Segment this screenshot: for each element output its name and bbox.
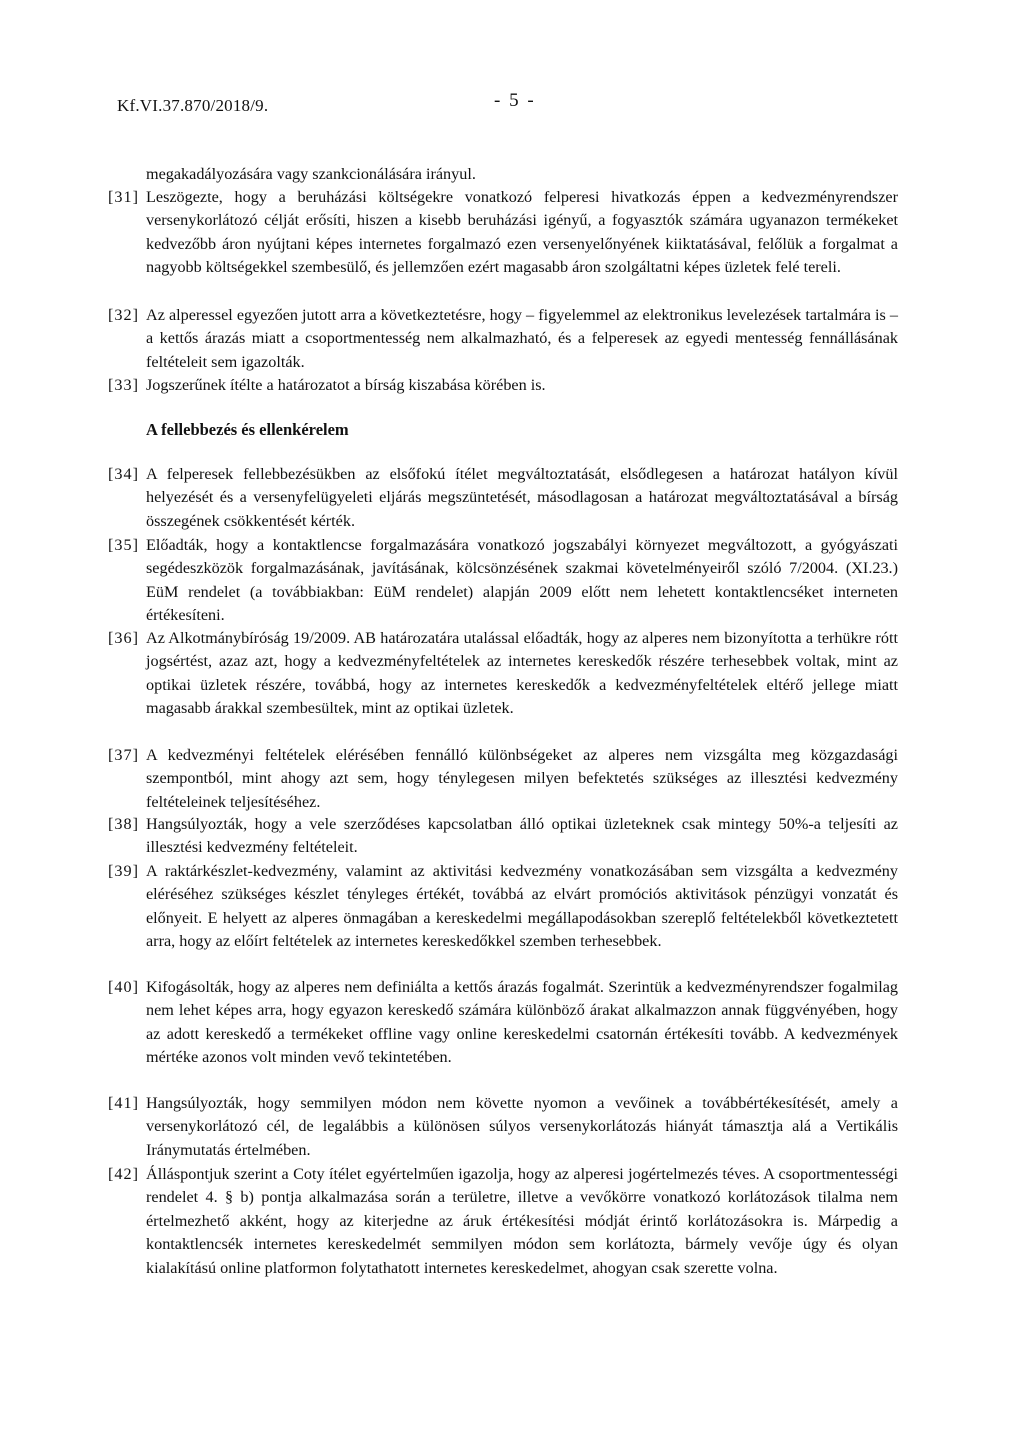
paragraph-number: [35] (108, 536, 139, 554)
paragraph-text: Leszögezte, hogy a beruházási költségekre vonatkozó felperesi hivatkozás éppen a kedvezményrendszer versenykorlátozó célját erősíti, hiszen a kisebb beruházási igényű, a fogyasztók számára ugyanazon termékeket kedvezőbb áron nyújtani képes internetes forgalmazó ezen versenyelőnyének kiiktatásával, felőlük a forgalmat a nagyobb költségekkel szembesülő, és jellemzően ezért magasabb áron szolgáltatni képes üzletek felé tereli. (146, 188, 898, 277)
paragraph-number: [34] (108, 465, 139, 483)
section-heading: A fellebbezés és ellenkérelem (146, 420, 349, 439)
paragraph-40 (108, 976, 898, 1070)
paragraph-text: Hangsúlyozták, hogy semmilyen módon nem követte nyomon a vevőinek a továbbértékesítését, amely a versenykorlátozó cél, de legalábbis a különösen súlyos versenykorlátozás hiányát támasztja alá a Vertikális Iránymutatás értelmében. (146, 1094, 898, 1159)
paragraph-text: A felperesek fellebbezésükben az elsőfokú ítélet megváltoztatását, elsődlegesen a határozat hatályon kívül helyezését és a versenyfelügyeleti eljárás megszüntetését, másodlagosan a határozat megváltoztatásával a bírság összegének csökkentését kérték. (146, 465, 898, 530)
paragraph-text: Hangsúlyozták, hogy a vele szerződéses kapcsolatban álló optikai üzleteknek csak mintegy 50%-a teljesíti az illesztési kedvezmény feltételeit. (146, 815, 898, 857)
paragraph-text: Az alperessel egyezően jutott arra a következtetésre, hogy – figyelemmel az elektronikus levelezések tartalmára is – a kettős árazás miatt a csoportmentesség nem alkalmazható, és a felperesek az egyedi mentesség fennállásának feltételeit sem igazolták. (146, 306, 898, 371)
paragraph-38 (108, 813, 898, 860)
case-number: Kf.VI.37.870/2018/9. (117, 96, 269, 115)
paragraph-number: [39] (108, 862, 139, 880)
paragraph-text: Kifogásolták, hogy az alperes nem definiálta a kettős árazás fogalmát. Szerintük a kedvezményrendszer fogalmilag nem lehet képes arra, hogy egyazon kereskedő számára különböző árakat alkalmazzon annak függvényében, hogy az adott kereskedő a termékeket offline vagy online kereskedelmi csatornán értékesíti tovább. A kedvezmények mértéke azonos volt minden vevő tekintetében. (146, 978, 898, 1067)
paragraph-number: [40] (108, 978, 139, 996)
paragraph-39 (108, 860, 898, 954)
paragraph-text: Előadták, hogy a kontaktlencse forgalmazására vonatkozó jogszabályi környezet megváltozott, a gyógyászati segédeszközök forgalmazásának, javításának, kölcsönzésének szakmai követelményeiről szóló 7/2004. (XI.23.) EüM rendelet (a továbbiakban: EüM rendelet) alapján 2009 előtt nem lehetett kontaktlencséket interneten értékesíteni. (146, 536, 898, 625)
paragraph-text: Az Alkotmánybíróság 19/2009. AB határozatára utalással előadták, hogy az alperes nem bizonyította a terhükre rótt jogsértést, azaz azt, hogy a kedvezményfeltételek az internetes kereskedők részére terhesebbek voltak, mint az optikai üzletek részére, továbbá, hogy az internetes kereskedők a kedvezményfeltételek eltérő jellege miatt magasabb árakkal szembesültek, mint az optikai üzletek. (146, 629, 898, 718)
paragraph-37 (108, 744, 898, 814)
paragraph-34 (108, 463, 898, 533)
paragraph-text: Jogszerűnek ítélte a határozatot a bírság kiszabása körében is. (146, 376, 546, 394)
paragraph-text: A raktárkészlet-kedvezmény, valamint az aktivitási kedvezmény vonatkozásában sem vizsgálta a kedvezmény eléréséhez szükséges készlet tényleges értékét, továbbá az elvárt promóciós aktivitások pénzügyi vonzatát és előnyeit. E helyett az alperes önmagában a kereskedelmi megállapodásokban szereplő feltételekből következtetett arra, hogy az előírt feltételek az internetes kereskedőkkel szemben terhesebbek. (146, 862, 898, 951)
page-number: - 5 - (494, 90, 536, 111)
paragraph-number: [33] (108, 376, 139, 394)
paragraph-text: Álláspontjuk szerint a Coty ítélet egyértelműen igazolja, hogy az alperesi jogértelmezés téves. A csoportmentességi rendelet 4. § b) pontja alkalmazása során a területre, illetve a vevőkörre vonatkozó korlátozások tilalma nem értelmezhető akként, hogy az kiterjedne az áruk értékesítési módját érintő korlátozásokra is. Márpedig a kontaktlencsék internetes kereskedelmét semmilyen módon sem korlátozta, bármely vevője úgy és olyan kialakítású online platformon folytathatott internetes kereskedelmet, ahogyan csak szerette volna. (146, 1165, 898, 1277)
paragraph-number: [31] (108, 188, 139, 206)
paragraph-41 (108, 1092, 898, 1162)
paragraph-number: [41] (108, 1094, 139, 1112)
paragraph-32 (108, 304, 898, 374)
paragraph-42 (108, 1163, 898, 1280)
lead-text: megakadályozására vagy szankcionálására irányul. (146, 165, 476, 183)
paragraph-number: [42] (108, 1165, 139, 1183)
paragraph-number: [36] (108, 629, 139, 647)
paragraph-36 (108, 627, 898, 721)
paragraph-33 (108, 374, 898, 397)
paragraph-35 (108, 534, 898, 628)
paragraph-number: [37] (108, 746, 139, 764)
paragraph-text: A kedvezményi feltételek elérésében fennálló különbségeket az alperes nem vizsgálta meg közgazdasági szempontból, mint ahogy azt sem, hogy ténylegesen milyen befektetés szükséges az illesztési kedvezmény feltételeinek teljesítéséhez. (146, 746, 898, 811)
paragraph-31 (108, 186, 898, 280)
paragraph-number: [32] (108, 306, 139, 324)
paragraph-number: [38] (108, 815, 139, 833)
